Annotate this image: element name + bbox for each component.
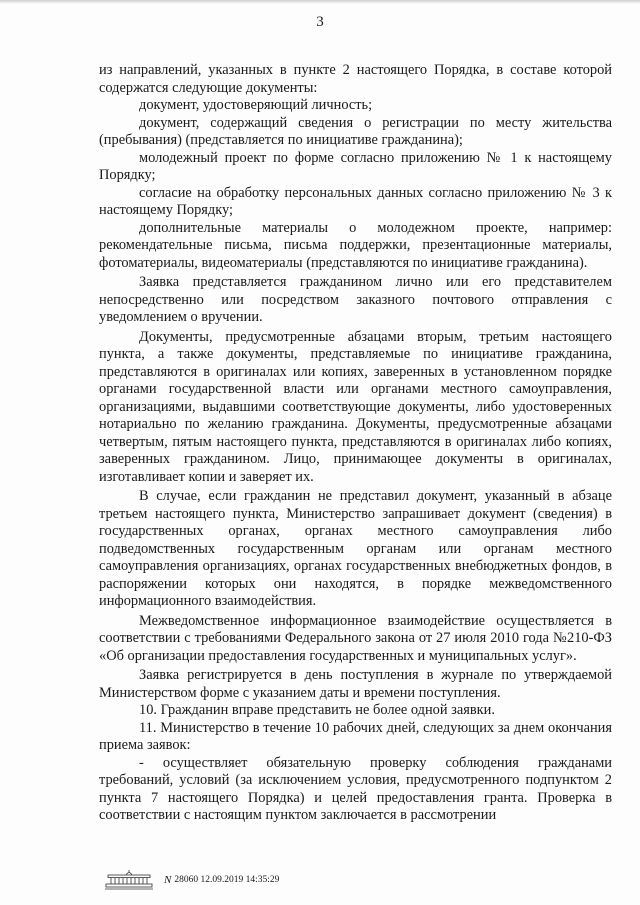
paragraph: молодежный проект по форме согласно приложению № 1 к настоящему Порядку; [99,149,612,183]
paragraph: Заявка регистрируется в день поступления в журнале по утверждаемой Министерством форме с указанием даты и времени поступления. [99,667,612,701]
registration-stamp: 28060 12.09.2019 14:35:29 [174,875,280,885]
paragraph: Межведомственное информационное взаимодействие осуществляется в соответствии с требованиями Федерального закона от 27 июля 2010 года №210-ФЗ «Об организации предоставления государственных и муниципальных услуг». [99,612,612,664]
page-number: 3 [316,14,324,30]
paragraph: 10. Гражданин вправе представить не более одной заявки. [139,702,495,718]
paragraph: В случае, если гражданин не представил документ, указанный в абзаце третьем настоящего пункта, Министерство запрашивает документ (сведения) в государственных органах, органах местного самоуправления либо подведомственных государственным органам или органам местного самоуправления организациях, органах государственных внебюджетных фондов, в распоряжении которых они находятся, в порядке межведомственного информационного взаимодействия. [99,488,612,609]
paragraph: Заявка представляется гражданином лично или его представителем непосредственно или посредством заказного почтового отправления с уведомлением о вручении. [99,274,612,325]
scan-edge [0,0,640,4]
document-body [99,62,612,825]
paragraph: 11. Министерство в течение 10 рабочих дней, следующих за днем окончания приема заявок: [99,719,612,753]
paragraph: Документы, предусмотренные абзацами вторым, третьим настоящего пункта, а также документы, представляемые по инициативе гражданина, представляются в оригиналах или копиях, заверенных в установленном порядке органами государственной власти или органами местного самоуправления, организациями, выдавшими соответствующие документы, либо удостоверенных нотариально по желанию гражданина. Документы, предусмотренные абзацами четвертым, пятым настоящего пункта, представляются в оригиналах либо копиях, заверенных гражданином. Лицо, принимающее документы в оригиналах, изготавливает копии и заверяет их. [99,328,612,485]
parliament-building-icon [104,870,164,890]
paragraph: дополнительные материалы о молодежном проекте, например: рекомендательные письма, письма поддержки, презентационные материалы, фотоматериалы, видеоматериалы (представляются по инициативе гражданина). [99,219,612,271]
paragraph: - осуществляет обязательную проверку соблюдения гражданами требований, условий (за исключением условия, предусмотренного подпунктом 2 пункта 7 настоящего Порядка) и целей предоставления гранта. Проверка в соответствии с настоящим пунктом заключается в рассмотрении [99,754,612,823]
paragraph: документ, удостоверяющий личность; [139,97,373,113]
paragraph: документ, содержащий сведения о регистрации по месту жительства (пребывания) (представляется по инициативе гражданина); [99,114,612,148]
paragraph: согласие на обработку персональных данных согласно приложению № 3 к настоящему Порядку; [99,184,612,218]
paragraph: из направлений, указанных в пункте 2 настоящего Порядка, в составе которой содержатся следующие документы: [99,62,612,96]
registration-mark: N [164,874,172,886]
registration-footer [104,870,279,890]
